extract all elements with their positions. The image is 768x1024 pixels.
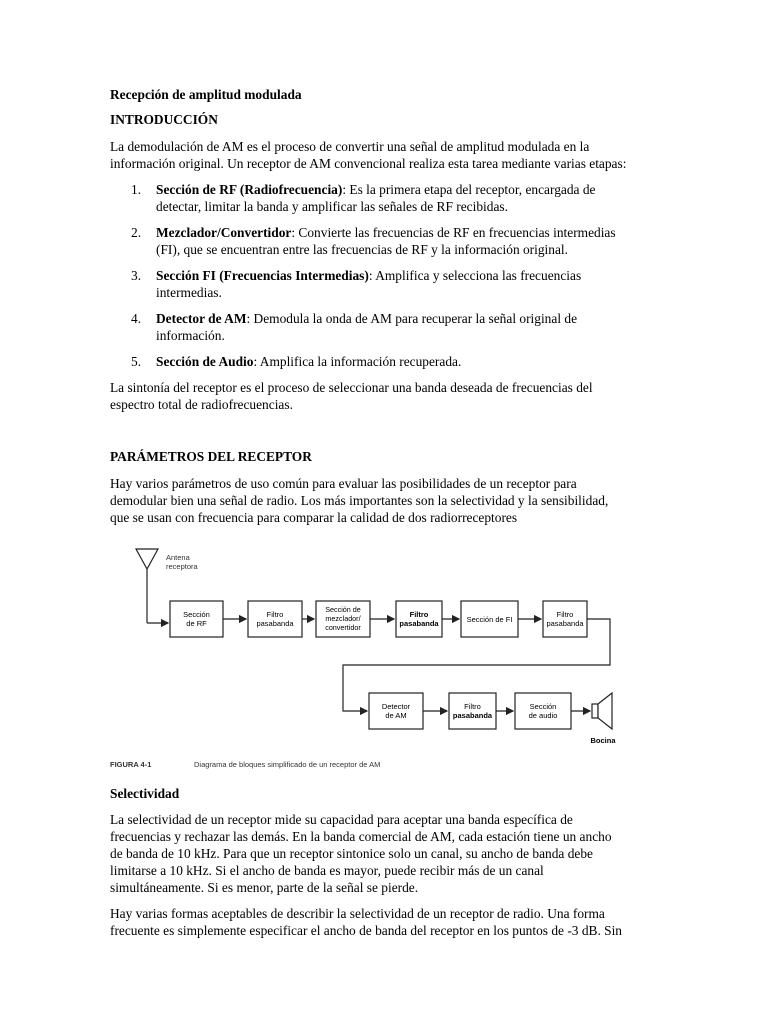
figure-caption: Diagrama de bloques simplificado de un receptor de AM: [194, 760, 381, 769]
svg-text:Sección: Sección: [529, 702, 557, 711]
svg-text:Filtro: Filtro: [409, 610, 429, 619]
block-bandpass-filter-2: [396, 601, 442, 637]
stage-label: Sección de RF (Radiofrecuencia): [156, 182, 343, 197]
stage-text-cont: (FI), que se encuentran entre las frecuencias de RF y la información original.: [156, 242, 568, 257]
svg-text:convertidor: convertidor: [325, 623, 361, 632]
stage-item-3: [156, 267, 656, 284]
svg-text:de audio: de audio: [528, 711, 558, 720]
stage-text-cont: intermedias.: [156, 285, 222, 300]
stage-text-cont: detectar, limitar la banda y amplificar las señales de RF recibidas.: [156, 199, 508, 214]
svg-text:Filtro: Filtro: [464, 702, 481, 711]
svg-text:mezclador/: mezclador/: [325, 614, 361, 623]
svg-text:Detector: Detector: [381, 702, 411, 711]
params-line-3: que se usan con frecuencia para comparar la calidad de dos radiorreceptores: [110, 510, 518, 525]
params-line-1: Hay varios parámetros de uso común para evaluar las posibilidades de un receptor para: [110, 476, 577, 491]
receiver-block-diagram: [108, 543, 628, 775]
intro-line-2: información original. Un receptor de AM convencional realiza esta tarea mediante varias etapas:: [110, 156, 627, 171]
block-bandpass-filter-4: [449, 693, 496, 729]
selectivity-line-2: frecuencias y rechazar las demás. En la banda comercial de AM, cada estación tiene un ancho: [110, 829, 612, 844]
stage-text: : Convierte las frecuencias de RF en frecuencias intermedias: [291, 225, 616, 240]
antenna-label-2: receptora: [166, 562, 198, 571]
stage-number: 4.: [131, 311, 142, 326]
block-rf-section: [170, 601, 223, 637]
params-line-2: demodular bien una señal de radio. Los más importantes son la selectividad y la sensibilidad,: [110, 493, 609, 508]
figure-label: FIGURA 4-1: [110, 760, 152, 769]
svg-text:Sección de: Sección de: [325, 605, 361, 614]
antenna-icon: [136, 549, 158, 623]
stage-number: 2.: [131, 225, 142, 240]
selectivity-line-1: La selectividad de un receptor mide su capacidad para aceptar una banda específica de: [110, 812, 573, 827]
svg-text:Filtro: Filtro: [266, 610, 284, 619]
stage-number: 5.: [131, 354, 142, 369]
antenna-label-1: Antena: [166, 553, 190, 562]
params-heading: PARÁMETROS DEL RECEPTOR: [110, 449, 312, 464]
tuning-line-2: espectro total de radiofrecuencias.: [110, 397, 293, 412]
stage-item-1: [156, 181, 656, 198]
stage-label: Mezclador/Convertidor: [156, 225, 292, 240]
stage-label: Detector de AM: [156, 311, 247, 326]
svg-text:pasabanda: pasabanda: [452, 711, 493, 720]
selectivity-line-5: simultáneamente. Si es menor, parte de la señal se pierde.: [110, 880, 419, 895]
selectivity-line-4: limitarse a 10 kHz. Si el ancho de banda es mayor, puede recibir más de un canal: [110, 863, 544, 878]
selectivity2-line-2: frecuente es simplemente especificar el ancho de banda del receptor en los puntos de -3 dB. Sin: [110, 923, 623, 938]
stage-item-2: [156, 224, 656, 241]
svg-text:pasabanda: pasabanda: [399, 619, 439, 628]
speaker-icon: [592, 693, 612, 729]
tuning-line-1: La sintonía del receptor es el proceso de seleccionar una banda deseada de frecuencias del: [110, 380, 593, 395]
svg-text:pasabanda: pasabanda: [546, 619, 584, 628]
speaker-label: Bocina: [590, 736, 616, 745]
svg-text:de AM: de AM: [385, 711, 407, 720]
stage-number: 1.: [131, 182, 142, 197]
selectivity-heading: Selectividad: [110, 786, 180, 801]
svg-text:pasabanda: pasabanda: [256, 619, 294, 628]
intro-line-1: La demodulación de AM es el proceso de convertir una señal de amplitud modulada en la: [110, 139, 590, 154]
svg-text:Sección de FI: Sección de FI: [466, 615, 513, 624]
svg-text:Filtro: Filtro: [556, 610, 574, 619]
stage-item-4: [156, 310, 656, 327]
stage-item-5: [156, 353, 656, 370]
block-bandpass-filter-3: [543, 601, 587, 637]
stage-label: Sección de Audio: [156, 354, 254, 369]
selectivity2-line-1: Hay varias formas aceptables de describir la selectividad de un receptor de radio. Una forma: [110, 906, 605, 921]
stage-text: : Demodula la onda de AM para recuperar la señal original de: [246, 311, 578, 326]
block-bandpass-filter-1: [248, 601, 302, 637]
stage-text: : Es la primera etapa del receptor, encargada de: [342, 182, 596, 197]
document-title: Recepción de amplitud modulada: [110, 87, 302, 102]
selectivity-line-3: de banda de 10 kHz. Para que un receptor sintonice solo un canal, su ancho de banda debe: [110, 846, 594, 861]
block-mixer-converter: [316, 601, 370, 637]
block-audio-section: [515, 693, 571, 729]
stage-text-cont: información.: [156, 328, 225, 343]
stage-number: 3.: [131, 268, 142, 283]
stage-text: : Amplifica la información recuperada.: [253, 354, 462, 369]
stage-label: Sección FI (Frecuencias Intermedias): [156, 268, 369, 283]
block-am-detector: [369, 693, 423, 729]
block-if-section: [461, 601, 518, 637]
intro-heading: INTRODUCCIÓN: [110, 112, 218, 127]
stage-text: : Amplifica y selecciona las frecuencias: [368, 268, 582, 283]
svg-text:de RF: de RF: [186, 619, 207, 628]
svg-text:Sección: Sección: [183, 610, 210, 619]
